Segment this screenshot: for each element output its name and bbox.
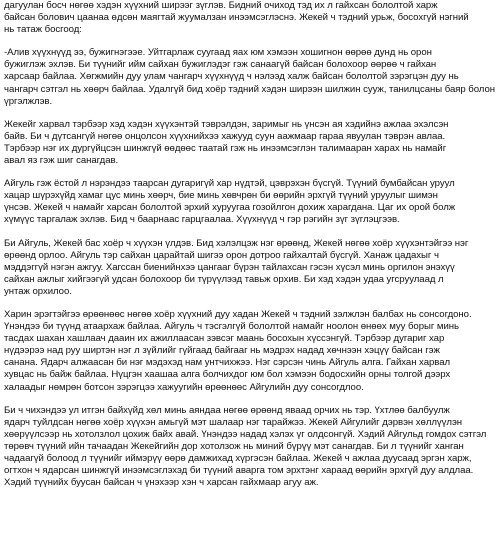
document-body <box>4 0 504 500</box>
text-line: унтаж орхилоо. <box>4 285 72 297</box>
text-line: санана. Ядарч алжаасан би нэг мэдэхэд нам унтчихжээ. Нэг сэрсэн чинь Айгуль алга. Гайхан харвал <box>4 357 451 369</box>
text-line: хацар шүрэхүйд хамаг цус минь хөөрч, бие минь хөвчрөн би өөрийн эрхгүй түүний уруулыг шимэн <box>4 190 438 202</box>
text-line: Жекейг харвал тэрбээр хэд хэдэн хүүхэнтэй тэврэлдэн, заримыг нь үнсэн ая хэдийнэ ажлаа эхэлсэн <box>4 118 449 130</box>
text-line: Хэдий түүнийх буусан байсан ч үнэхээр хэн ч харсан гайхмаар агуу аж. <box>4 477 319 489</box>
paragraph <box>4 47 504 107</box>
text-line: халаадыг нөмрөн ботсон зэрэгцээ хажуугийн өрөөнөөс Айгулийн дуу сонсогдлоо. <box>4 381 364 393</box>
text-line: төрөвч түүний ийн тачаадан Жекейгийн дор хотолзож нь миний бүрүү мэт санагдав. Би л түүнийг ханган <box>4 440 464 452</box>
text-line: харсаар байлаа. Хөгжмийн дуу улам чангарч хүүхнүүд ч нэлээд халж байсан бололтой зэрэгцэн дуу нь <box>4 71 459 83</box>
text-line: Үнэндээ би түүнд атаархаж байлаа. Айгуль ч тэсгэлгүй бололтой намайг ноолон өнөөх муу борыг минь <box>4 321 459 333</box>
text-line: -Алив хүүхнүүд ээ, бужигнэгээе. Уйтгарлаж суугаад яах юм хэмээн хошигнон өөрөө дунд нь орон <box>4 47 432 59</box>
text-line: байв. Би ч дүтсангүй нөгөө онцолсон хүүхнийхээ хажууд суун аажмаар гараа явуулан тэврэн авлаа. <box>4 130 446 142</box>
text-line: ядарч туйлдсан нөгөө хоёр хүүхэн амьгүй мэт шалаар нэг тарайжээ. Жекей Айгулийг дэрвэн хөллүүлэн <box>4 416 463 428</box>
paragraph <box>4 405 504 490</box>
text-line: бужиглэж эхлэв. Би түүнийг ийм сайхан бужиглэдэг гэж санаагүй байсан болохоор өөрөө ч гайхан <box>4 59 437 71</box>
text-line: дагуулан босч нөгөө хэдэн хүүхний ширээг зүглэв. Бидний очиход тэд их л гайхсан бололтой харж <box>4 0 438 11</box>
text-line: тасдах шахан хашлаач дааин их ажиллаасан зэвсэг маань босохын хүссэнгүй. Тэрбээр дугариг хар <box>4 333 445 345</box>
paragraph <box>4 178 504 226</box>
text-line: хувцас нь байж байлаа. Нүцгэн хаашаа алга болчихдог юм бол хэмээн бодосхийн орны толгой дээрх <box>4 369 451 381</box>
text-line: нь татаж босгоод: <box>4 24 82 36</box>
text-line: хүмүүс таргалаж эхлэв. Бид ч баарнаас гарцгаалаа. Хүүхнүүд ч гэр рэгийн зүг зүглэцгээв. <box>4 214 400 226</box>
text-line: Харин эрэгтэйгээ өрөөнөөс нөгөө хоёр хүүхний дуу хадан Жекей ч тэдний зэлжлэн балбах нь сонсогдоно. <box>4 308 472 320</box>
text-line: байсан болович цаанаа өдсөн маягтай жуумалзан инээмсэглэснэ. Жекей ч тэдний урьж, босохгүй нэгний <box>4 12 469 24</box>
text-line: хөөрүүлсээр нь хотолзлол цохиж байх авай. Үнэндээ надад хэлэх үг олдсонгүй. Хэдий Айгульд гомдох сэтгэл <box>4 428 487 440</box>
text-line: авал яз гэж шиг санагдав. <box>4 155 119 167</box>
text-line: мэддэггүй нэгэн ажгуу. Хагссан биенийнхээ цангааг бүрэн тайлахсан гэсэн хүсэл минь оргилон энэхүү <box>4 261 455 273</box>
text-line: Айгуль гэж ёстой л нэрэндээ таарсан дугаригүй хар нүдтэй, цэврэхэн бүсгүй. Түүний бумбайсан уруул <box>4 178 455 190</box>
text-line: нүдээрээ над руу ширтэн нэг л зүйлийг гүйгаад байгааг нь мэдрэх надад хөчнээн хэцүү байсан гэж <box>4 345 440 357</box>
text-line: Би Айгуль, Жекей бас хоёр ч хүүхэн үлдэв. Бид хэлэлцэж нэг өрөөнд, Жекей нөгөө хоёр хүүхэнтэйгээ нэг <box>4 237 469 249</box>
text-line: сайхан ажлыг хийгээгүй удсан болохоор би түрүүлээд тавьж орхив. Би хэд хэдэн удаа угсруулаад л <box>4 273 444 285</box>
text-line: Тэрбээр нэг их дургүйцсэн шинжгүй өөдөөс таатай гэж нь инээмсэглэн талимаарaн харах нь намайг <box>4 142 447 154</box>
text-line: чадаагүй болоод л түүнийг иймэрүү өөрө дамжихад хүргэсэн байлаа. Жекей ч ажлаа дуусаад эргэн харж, <box>4 453 472 464</box>
paragraph <box>4 0 504 36</box>
text-line: үнсэв. Жекей ч намайг харсан бололтой эрхий хуруугаа гозойлгон дохиж харагдана. Цаг их орой болж <box>4 202 456 214</box>
text-line: өрөөнд орлоо. Айгуль тэр сайхан царайтай шигээ орон дотроо гайхалтай бүсгүй. Ханаж цадахыг ч <box>4 249 439 261</box>
text-line: огтхон ч ядарсан шинжгүй инээмсэглэхэд би түүний аварга том эрхтэнг хараад өөрийн эрхгүй дуу алдлаа. <box>4 465 474 477</box>
text-line: чангарч сэтгэл нь хөөрч байлаа. Удалгүй бид хоёр тэдний хэдэн ширээн шилжин сууж, танилцсаны баяр болон <box>4 83 495 95</box>
text-line: үргэлжлэв. <box>4 95 53 107</box>
paragraph <box>4 119 504 167</box>
paragraph <box>4 238 504 298</box>
text-line: Би ч чихэндээ ул итгэн байхүйд хөл минь аяндаа нөгөө өрөөнд явaад орчих нь тэр. Үхтлөө балбуулж <box>4 404 450 416</box>
paragraph <box>4 309 504 394</box>
